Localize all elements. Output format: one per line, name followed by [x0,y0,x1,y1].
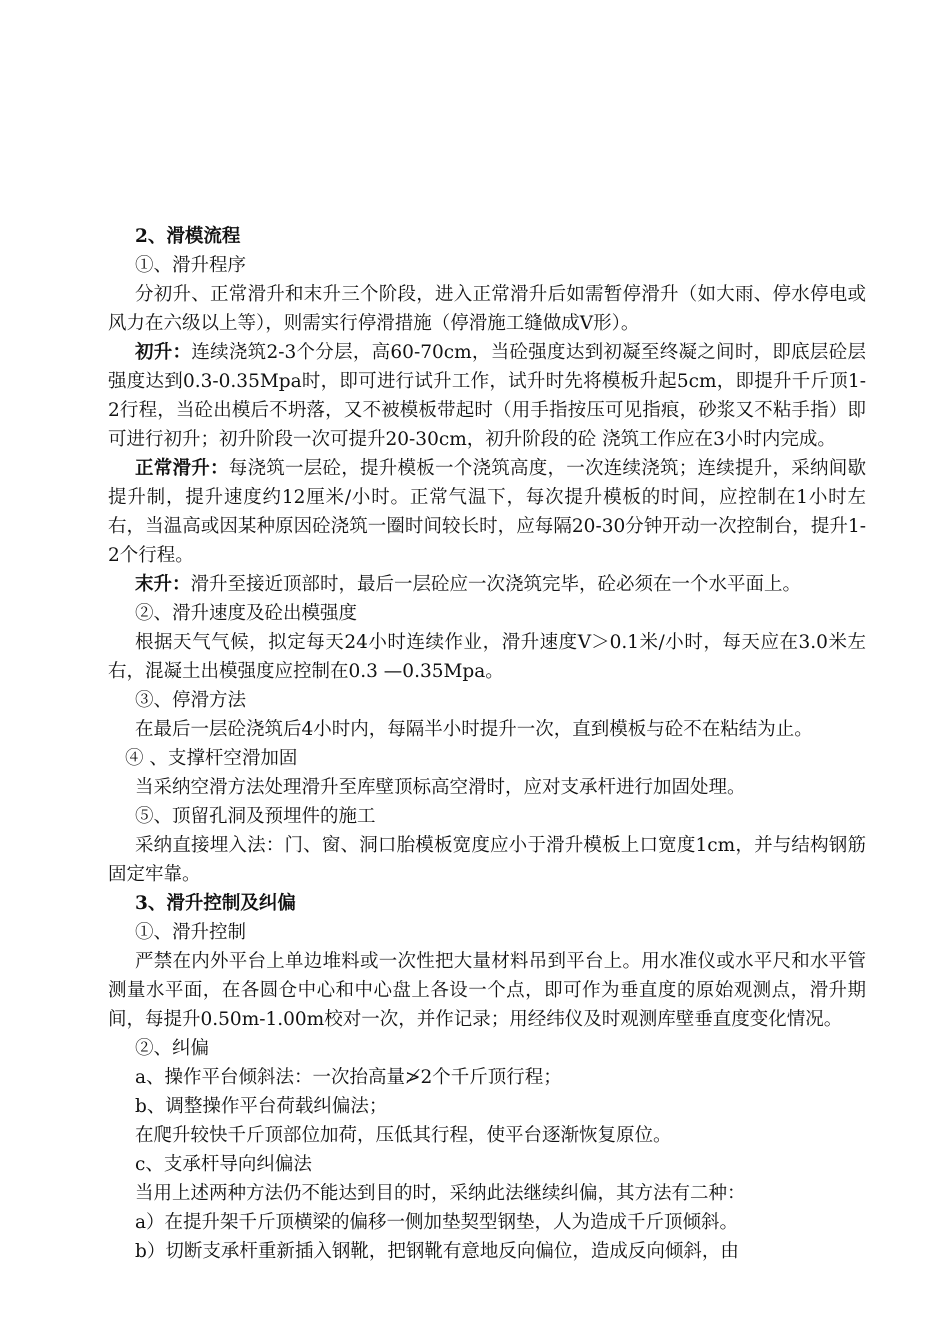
subsection-title-lifting-procedure: ①、滑升程序 [135,255,247,276]
text-initial-lift: 连续浇筑2-3个分层，高60-70cm，当砼强度达到初凝至终凝之间时，即底层砼层强度达到0.3-0.35Mpa时，即可进行试升工作，试升时先将模板升起5cm，即提升千斤顶1-2行程，当砼出模后不坍落，又不被模板带起时（用手指按压可见指痕，砂浆又不粘手指）即可进行初升；初升阶段一次可提升20-30cm，初升阶段的砼 浇筑工作应在3小时内完成。 [108,342,866,450]
paragraph-final-lift [108,570,866,599]
paragraph-lift-control: 严禁在内外平台上单边堆料或一次性把大量材料吊到平台上。用水准仪或水平尺和水平管测量水平面，在各圆仓中心和中心盘上各设一个点，即可作为垂直度的原始观测点，滑升期间，每提升0.50m-1.00m校对一次，并作记录；用经纬仪及时观测库壁垂直度变化情况。 [108,951,866,1030]
list-item-correction-c-a: a）在提升架千斤顶横梁的偏移一侧加垫契型钢垫，人为造成千斤顶倾斜。 [135,1212,739,1233]
section-heading-lift-control: 3、滑升控制及纠偏 [135,893,296,914]
label-initial-lift: 初升： [135,342,192,363]
paragraph-lifting-stages: 分初升、正常滑升和末升三个阶段，进入正常滑升后如需暂停滑升（如大雨、停水停电或风力在六级以上等），则需实行停滑措施（停滑施工缝做成V形）。 [108,284,866,334]
text-normal-lift: 每浇筑一层砼，提升模板一个浇筑高度，一次连续浇筑；连续提升，采纳间歇提升制，提升速度约12厘米/小时。正常气温下，每次提升模板的时间，应控制在1小时左右，当温高或因某种原因砼浇筑一圈时间较长时，应每隔20-30分钟开动一次控制台，提升1-2个行程。 [108,458,866,566]
list-item-correction-c: c、支承杆导向纠偏法 [135,1154,312,1175]
paragraph-openings: 采纳直接埋入法：门、窗、洞口胎模板宽度应小于滑升模板上口宽度1cm，并与结构钢筋固定牢靠。 [108,835,866,885]
paragraph-correction-c-intro: 当用上述两种方法仍不能达到目的时，采纳此法继续纠偏，其方法有二种： [135,1183,746,1204]
list-item-correction-c-b: b）切断支承杆重新插入钢靴，把钢靴有意地反向偏位，造成反向倾斜，由 [135,1241,739,1262]
paragraph-stop-method: 在最后一层砼浇筑后4小时内，每隔半小时提升一次，直到模板与砼不在粘结为止。 [135,719,813,740]
paragraph-correction-b-detail: 在爬升较快千斤顶部位加荷，压低其行程，使平台逐渐恢复原位。 [135,1125,672,1146]
text-final-lift: 滑升至接近顶部时，最后一层砼应一次浇筑完毕，砼必须在一个水平面上。 [190,574,802,595]
document-body [108,222,866,1266]
paragraph-initial-lift [108,338,866,454]
subsection-title-stop-method: ③、停滑方法 [135,690,247,711]
subsection-title-correction: ②、纠偏 [135,1038,210,1059]
subsection-title-openings: ⑤、顶留孔洞及预埋件的施工 [135,806,376,827]
subsection-title-lift-control: ①、滑升控制 [135,922,247,943]
list-item-correction-b: b、调整操作平台荷载纠偏法； [135,1096,388,1117]
subsection-title-support-rod: ④ 、支撑杆空滑加固 [125,748,298,769]
label-normal-lift: 正常滑升： [135,458,229,479]
paragraph-support-rod: 当采纳空滑方法处理滑升至库壁顶标高空滑时，应对支承杆进行加固处理。 [135,777,746,798]
section-heading-slipform-process: 2、滑模流程 [135,226,241,247]
list-item-correction-a: a、操作平台倾斜法：一次抬高量≯2个千斤顶行程； [135,1067,562,1088]
paragraph-normal-lift [108,454,866,570]
subsection-title-lift-speed: ②、滑升速度及砼出模强度 [135,603,358,624]
label-final-lift: 末升： [135,574,191,595]
paragraph-lift-speed: 根据天气气候，拟定每天24小时连续作业，滑升速度V＞0.1米/小时，每天应在3.0米左右，混凝土出模强度应控制在0.3 —0.35Mpa。 [108,632,866,682]
